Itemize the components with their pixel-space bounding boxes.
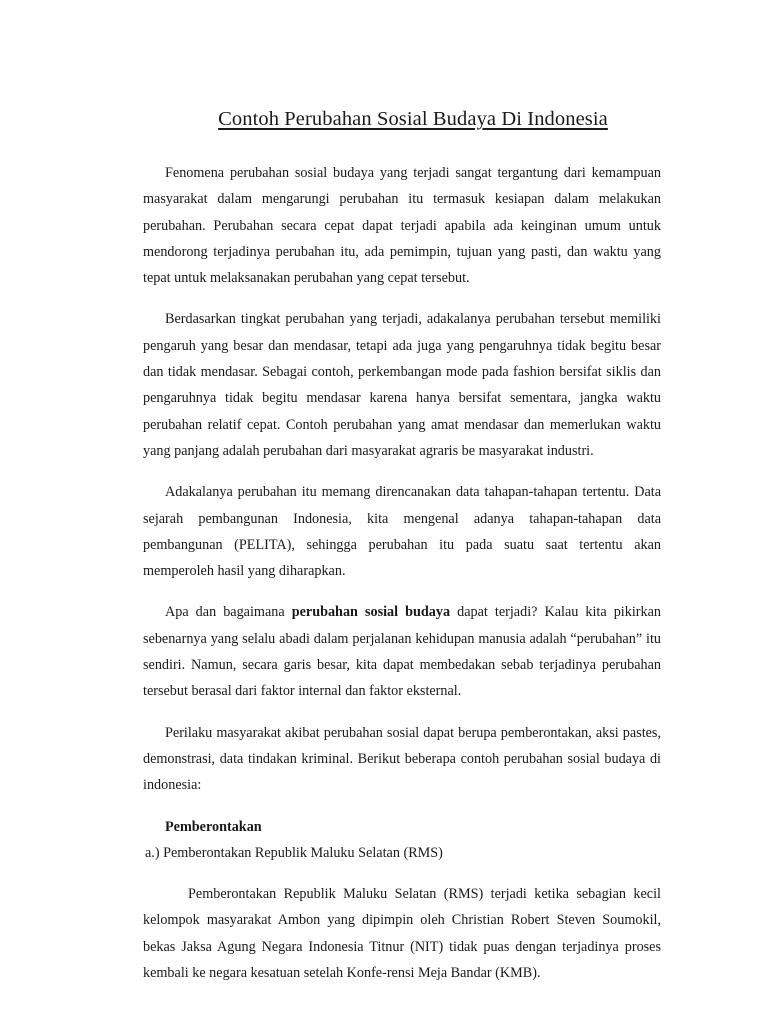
- paragraph-4: [143, 599, 661, 704]
- document-title: Contoh Perubahan Sosial Budaya Di Indonesia: [218, 108, 608, 130]
- paragraph-4-before: Apa dan bagaimana: [165, 604, 292, 621]
- paragraph-3: Adakalanya perubahan itu memang direncanakan data tahapan-tahapan tertentu. Data sejarah pembangunan Indonesia, kita mengenal adanya tahapan-tahapan data pembangunan (PELITA), sehingga perubahan itu pada suatu saat tertentu akan memperoleh hasil yang diharapkan.: [143, 484, 661, 580]
- document-body: [143, 160, 661, 986]
- paragraph-1: Fenomena perubahan sosial budaya yang terjadi sangat tergantung dari kemampuan masyarakat dalam mengarungi perubahan itu termasuk kesiapan dalam melakukan perubahan. Perubahan secara cepat dapat terjadi apabila ada keinginan umum untuk mendorong terjadinya perubahan itu, ada pemimpin, tujuan yang pasti, dan waktu yang tepat untuk melaksanakan perubahan yang cepat tersebut.: [143, 165, 661, 287]
- paragraph-4-after: dapat terjadi? Kalau kita pikirkan sebenarnya yang selalu abadi dalam perjalanan kehidupan manusia adalah “perubahan” itu sendiri. Namun, secara garis besar, kita dapat membedakan sebab terjadinya perubahan tersebut berasal dari faktor internal dan faktor eksternal.: [143, 604, 661, 700]
- paragraph-5: Perilaku masyarakat akibat perubahan sosial dapat berupa pemberontakan, aksi pastes, demonstrasi, data tindakan kriminal. Berikut beberapa contoh perubahan sosial budaya di indonesia:: [143, 724, 661, 794]
- paragraph-2: Berdasarkan tingkat perubahan yang terjadi, adakalanya perubahan tersebut memiliki pengaruh yang besar dan mendasar, tetapi ada juga yang pengaruhnya tidak begitu besar dan tidak mendasar. Sebagai contoh, perkembangan mode pada fashion bersifat siklis dan pengaruhnya tidak begitu mendasar karena hanya bersifat sementara, jangka waktu perubahan relatif cepat. Contoh perubahan yang amat mendasar dan memerlukan waktu yang panjang adalah perubahan dari masyarakat agraris be masyarakat industri.: [143, 311, 661, 459]
- section-heading: Pemberontakan: [165, 818, 262, 835]
- paragraph-4-bold-term: perubahan sosial budaya: [291, 604, 451, 621]
- sub-heading: a.) Pemberontakan Republik Maluku Selatan (RMS): [145, 844, 443, 861]
- paragraph-6: Pemberontakan Republik Maluku Selatan (RMS) terjadi ketika sebagian kecil kelompok masyarakat Ambon yang dipimpin oleh Christian Robert Steven Soumokil, bekas Jaksa Agung Negara Indonesia Titnur (NIT) tidak puas dengan terjadinya proses kembali ke negara kesatuan setelah Konfe-rensi Meja Bandar (KMB).: [143, 886, 661, 982]
